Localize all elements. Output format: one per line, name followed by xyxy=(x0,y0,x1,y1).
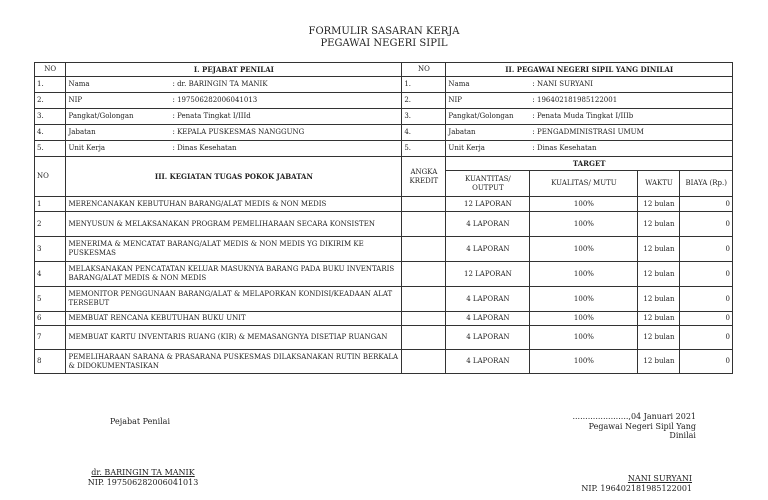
angka-kredit-header: ANGKA KREDIT xyxy=(402,157,446,197)
activity-kuantitas: 4 LAPORAN xyxy=(446,312,530,326)
activity-description: MEMBUAT KARTU INVENTARIS RUANG (KIR) & MEMASANGNYA DISETIAP RUANGAN xyxy=(66,326,402,350)
activity-waktu: 12 bulan xyxy=(638,312,680,326)
activity-description: MEMBUAT RENCANA KEBUTUHAN BUKU UNIT xyxy=(66,312,402,326)
activity-kuantitas: 4 LAPORAN xyxy=(446,287,530,312)
form-subtitle: PEGAWAI NEGERI SIPIL xyxy=(320,38,448,49)
activity-kualitas: 100% xyxy=(530,197,638,212)
activity-no: 6 xyxy=(35,312,66,326)
identity-label: Jabatan xyxy=(448,128,476,136)
activity-waktu: 12 bulan xyxy=(638,287,680,312)
activity-no: 8 xyxy=(35,350,66,374)
header-no-2: NO xyxy=(402,63,446,77)
activity-biaya: 0 xyxy=(680,212,733,237)
identity-label: Nama xyxy=(448,80,470,88)
activity-kualitas: 100% xyxy=(530,312,638,326)
kualitas-header: KUALITAS/ MUTU xyxy=(530,171,638,197)
identity-no-right: 2. xyxy=(402,93,446,109)
activity-description: PEMELIHARAAN SARANA & PRASARANA PUSKESMAS DILAKSANAKAN RUTIN BERKALA & DIDOKUMENTASIKAN xyxy=(66,350,402,374)
activity-kuantitas: 4 LAPORAN xyxy=(446,326,530,350)
activity-row xyxy=(35,237,733,262)
activity-kualitas: 100% xyxy=(530,326,638,350)
activity-biaya: 0 xyxy=(680,312,733,326)
activity-no: 5 xyxy=(35,287,66,312)
identity-label: NIP xyxy=(68,96,83,104)
identity-no-right: 5. xyxy=(402,141,446,157)
identity-value: : Penata Tingkat I/IIId xyxy=(172,112,251,120)
activity-kuantitas: 4 LAPORAN xyxy=(446,237,530,262)
activity-row xyxy=(35,262,733,287)
activity-waktu: 12 bulan xyxy=(638,212,680,237)
identity-row xyxy=(35,125,733,141)
identity-row xyxy=(35,109,733,125)
activity-angka-kredit xyxy=(402,237,446,262)
activity-no: 1 xyxy=(35,197,66,212)
activity-no: 3 xyxy=(35,237,66,262)
pegawai-dinilai-header: II. PEGAWAI NEGERI SIPIL YANG DINILAI xyxy=(446,63,733,77)
identity-value: : 196402181985122001 xyxy=(532,96,618,104)
kuantitas-header: KUANTITAS/ OUTPUT xyxy=(446,171,530,197)
activity-kualitas: 100% xyxy=(530,262,638,287)
form-title: FORMULIR SASARAN KERJA xyxy=(308,26,460,37)
identity-label: Unit Kerja xyxy=(448,144,485,152)
activity-no: 4 xyxy=(35,262,66,287)
identity-field-left xyxy=(66,141,402,157)
identity-field-right xyxy=(446,77,733,93)
activity-row xyxy=(35,312,733,326)
identity-no: 2. xyxy=(35,93,66,109)
activity-kualitas: 100% xyxy=(530,287,638,312)
identity-value: : Dinas Kesehatan xyxy=(172,144,237,152)
activity-description: MENERIMA & MENCATAT BARANG/ALAT MEDIS & NON MEDIS YG DIKIRIM KE PUSKESMAS xyxy=(66,237,402,262)
activity-angka-kredit xyxy=(402,287,446,312)
skp-table xyxy=(34,62,733,374)
identity-label: Jabatan xyxy=(68,128,96,136)
left-signer-nip: NIP. 197506282006041013 xyxy=(87,478,199,487)
activity-no: 7 xyxy=(35,326,66,350)
identity-field-right xyxy=(446,93,733,109)
activity-kuantitas: 12 LAPORAN xyxy=(446,262,530,287)
activity-description: MERENCANAKAN KEBUTUHAN BARANG/ALAT MEDIS & NON MEDIS xyxy=(66,197,402,212)
identity-row xyxy=(35,77,733,93)
identity-no-right: 4. xyxy=(402,125,446,141)
activity-biaya: 0 xyxy=(680,262,733,287)
identity-field-left xyxy=(66,125,402,141)
identity-field-right xyxy=(446,141,733,157)
activity-waktu: 12 bulan xyxy=(638,262,680,287)
identity-row xyxy=(35,141,733,157)
identity-value: : KEPALA PUSKESMAS NANGGUNG xyxy=(172,128,305,136)
biaya-header: BIAYA (Rp.) xyxy=(680,171,733,197)
identity-no: 4. xyxy=(35,125,66,141)
pejabat-penilai-header: I. PEJABAT PENILAI xyxy=(66,63,402,77)
activity-row xyxy=(35,326,733,350)
activity-kuantitas: 4 LAPORAN xyxy=(446,350,530,374)
waktu-header: WAKTU xyxy=(638,171,680,197)
activity-biaya: 0 xyxy=(680,237,733,262)
activity-biaya: 0 xyxy=(680,287,733,312)
activity-waktu: 12 bulan xyxy=(638,350,680,374)
identity-value: : 197506282006041013 xyxy=(172,96,258,104)
activity-kualitas: 100% xyxy=(530,212,638,237)
identity-no-right: 3. xyxy=(402,109,446,125)
right-signer-name: NANI SURYANI xyxy=(627,474,692,483)
activity-angka-kredit xyxy=(402,212,446,237)
activity-waktu: 12 bulan xyxy=(638,326,680,350)
right-signer-role: Pegawai Negeri Sipil Yang Dinilai xyxy=(588,422,696,440)
sign-date: ......................,04 Januari 2021 xyxy=(572,412,696,421)
activity-angka-kredit xyxy=(402,262,446,287)
activity-no: 2 xyxy=(35,212,66,237)
identity-value: : dr. BARINGIN TA MANIK xyxy=(172,80,268,88)
identity-no: 5. xyxy=(35,141,66,157)
identity-row xyxy=(35,93,733,109)
activity-no-header: NO xyxy=(35,157,66,197)
activity-description: MENYUSUN & MELAKSANAKAN PROGRAM PEMELIHARAAN SECARA KONSISTEN xyxy=(66,212,402,237)
right-signer-nip: NIP. 196402181985122001 xyxy=(581,484,692,493)
activity-row xyxy=(35,287,733,312)
identity-field-left xyxy=(66,109,402,125)
activity-kuantitas: 12 LAPORAN xyxy=(446,197,530,212)
activity-title-header: III. KEGIATAN TUGAS POKOK JABATAN xyxy=(66,157,402,197)
activity-angka-kredit xyxy=(402,350,446,374)
activity-description: MEMONITOR PENGGUNAAN BARANG/ALAT & MELAPORKAN KONDISI/KEADAAN ALAT TERSEBUT xyxy=(66,287,402,312)
identity-no-right: 1. xyxy=(402,77,446,93)
left-signer-role: Pejabat Penilai xyxy=(110,417,171,426)
left-signer-name: dr. BARINGIN TA MANIK xyxy=(91,468,195,477)
activity-row xyxy=(35,350,733,374)
identity-value: : PENGADMINISTRASI UMUM xyxy=(532,128,644,136)
activity-angka-kredit xyxy=(402,197,446,212)
activity-waktu: 12 bulan xyxy=(638,237,680,262)
activity-kuantitas: 4 LAPORAN xyxy=(446,212,530,237)
activity-angka-kredit xyxy=(402,312,446,326)
activity-row xyxy=(35,212,733,237)
activity-row xyxy=(35,197,733,212)
activity-waktu: 12 bulan xyxy=(638,197,680,212)
target-header: TARGET xyxy=(446,157,733,171)
identity-label: Pangkat/Golongan xyxy=(448,112,514,120)
identity-field-right xyxy=(446,109,733,125)
activity-biaya: 0 xyxy=(680,326,733,350)
identity-field-left xyxy=(66,77,402,93)
activity-description: MELAKSANAKAN PENCATATAN KELUAR MASUKNYA BARANG PADA BUKU INVENTARIS BARANG/ALAT MEDIS & NON MEDIS xyxy=(66,262,402,287)
identity-label: Unit Kerja xyxy=(68,144,106,152)
identity-label: Nama xyxy=(68,80,90,88)
activity-kualitas: 100% xyxy=(530,350,638,374)
activity-biaya: 0 xyxy=(680,350,733,374)
identity-value: : Penata Muda Tingkat I/IIIb xyxy=(532,112,634,120)
identity-label: NIP xyxy=(448,96,463,104)
identity-label: Pangkat/Golongan xyxy=(68,112,134,120)
identity-value: : Dinas Kesehatan xyxy=(532,144,597,152)
identity-no: 1. xyxy=(35,77,66,93)
identity-value: : NANI SURYANI xyxy=(532,80,594,88)
identity-no: 3. xyxy=(35,109,66,125)
identity-field-left xyxy=(66,93,402,109)
header-no: NO xyxy=(35,63,66,77)
activity-biaya: 0 xyxy=(680,197,733,212)
activity-angka-kredit xyxy=(402,326,446,350)
identity-field-right xyxy=(446,125,733,141)
activity-kualitas: 100% xyxy=(530,237,638,262)
